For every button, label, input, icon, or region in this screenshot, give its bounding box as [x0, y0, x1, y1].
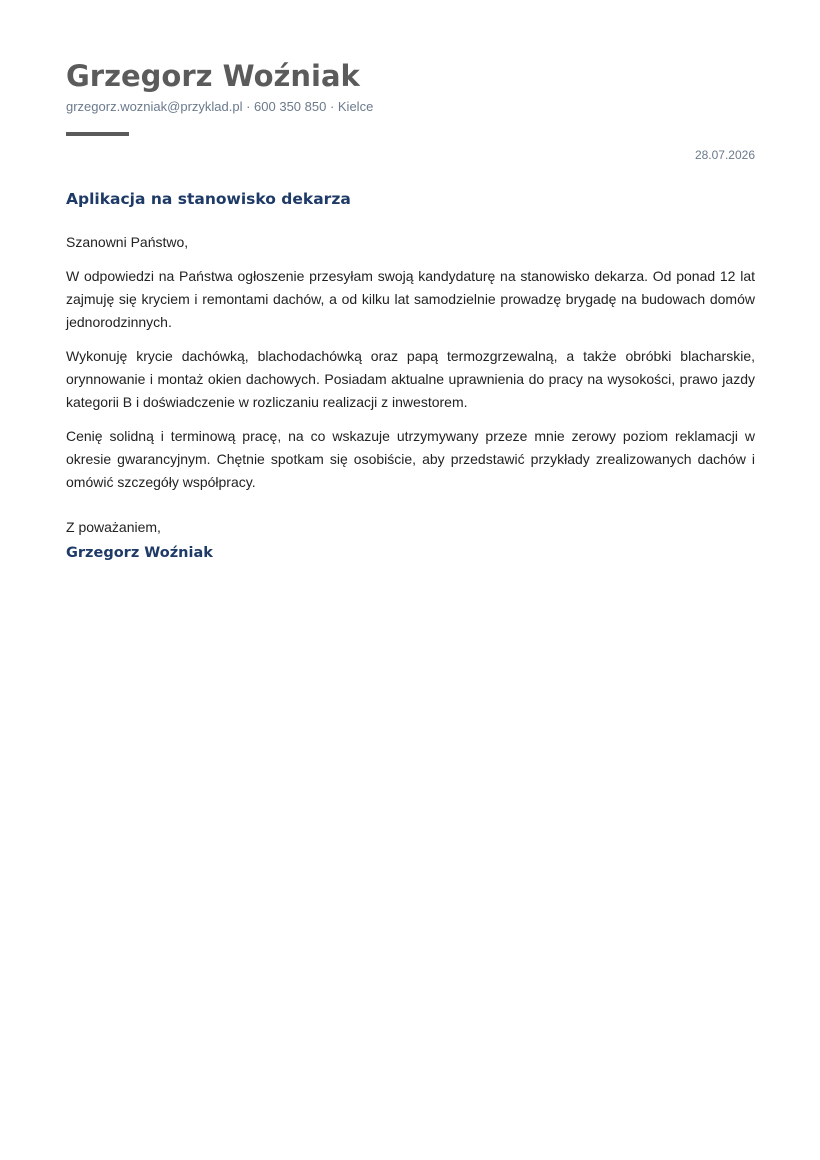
- body-paragraph: Cenię solidną i terminową pracę, na co wskazuje utrzymywany przeze mnie zerowy poziom reklamacji w okresie gwarancyjnym. Chętnie spotkam się osobiście, aby przedstawić przykłady zrealizowanych dachów i omówić szczegóły współpracy.: [66, 428, 755, 490]
- contact-line: grzegorz.wozniak@przyklad.pl · 600 350 850 · Kielce: [66, 99, 374, 114]
- letter-subject: Aplikacja na stanowisko dekarza: [66, 190, 351, 208]
- body-paragraph: W odpowiedzi na Państwa ogłoszenie przesyłam swoją kandydaturę na stanowisko dekarza. Od ponad 12 lat zajmuję się kryciem i remontami dachów, a od kilku lat samodzielnie prowadzę brygadę na budowach domów jednorodzinnych.: [66, 268, 755, 330]
- cover-letter: [66, 58, 755, 563]
- header-divider: [66, 132, 129, 136]
- letter-greeting: Szanowni Państwo,: [66, 234, 189, 250]
- letter-date: 28.07.2026: [694, 148, 755, 162]
- letter-closing: Z poważaniem,: [66, 519, 161, 535]
- body-paragraph: Wykonuję krycie dachówką, blachodachówką oraz papą termozgrzewalną, a także obróbki blacharskie, orynnowanie i montaż okien dachowych. Posiadam aktualne uprawnienia do pracy na wysokości, prawo jazdy kategorii B i doświadczenie w rozliczaniu realizacji z inwestorem.: [66, 348, 755, 410]
- applicant-name: Grzegorz Woźniak: [66, 59, 360, 93]
- signature-name: Grzegorz Woźniak: [66, 545, 213, 561]
